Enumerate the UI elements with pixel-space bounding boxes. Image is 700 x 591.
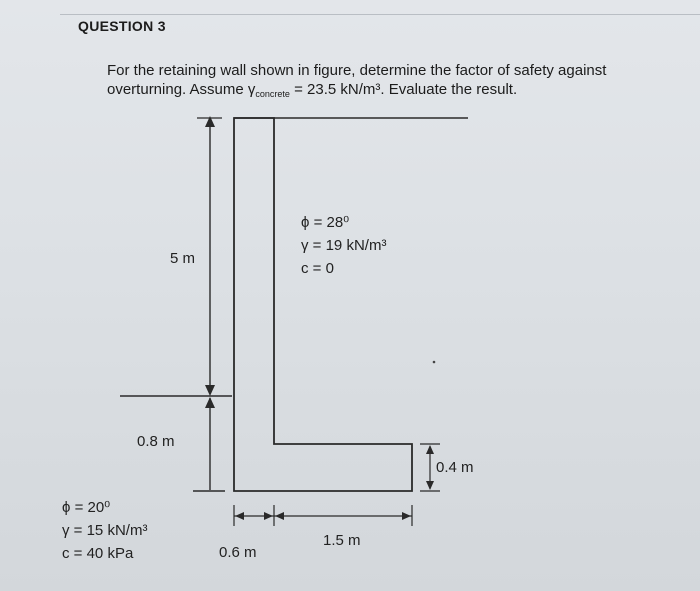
heel-arrow-left	[275, 512, 284, 520]
heel-arrow-right	[402, 512, 411, 520]
prompt-text-before: For the retaining wall shown in figure, determine the factor of safety against overturning. Assume γ	[107, 62, 607, 98]
wall-height-label: 5 m	[170, 250, 196, 267]
base-arrow-bottom	[426, 481, 434, 490]
foundation-cohesion: c = 40 kPa	[62, 545, 134, 562]
retaining-wall-outline	[234, 118, 412, 491]
foundation-phi: ϕ = 20⁰	[62, 499, 111, 516]
stem-arrow-left	[235, 512, 244, 520]
heel-length-label: 1.5 m	[323, 532, 361, 549]
backfill-gamma: γ = 19 kN/m³	[301, 237, 387, 254]
stem-thickness-label: 0.6 m	[219, 544, 257, 561]
prompt-text-after: = 23.5 kN/m³. Evaluate the result.	[289, 81, 518, 98]
question-heading: QUESTION 3	[78, 18, 166, 34]
foundation-gamma: γ = 15 kN/m³	[62, 522, 148, 539]
stem-arrow-right	[264, 512, 273, 520]
backfill-dot	[433, 361, 436, 364]
backfill-phi: ϕ = 28⁰	[301, 214, 350, 231]
height-arrow-bottom	[205, 385, 215, 396]
embedment-depth-label: 0.8 m	[137, 433, 175, 450]
embedment-arrow-top	[205, 397, 215, 408]
prompt-subscript: concrete	[255, 89, 290, 99]
backfill-cohesion: c = 0	[301, 260, 334, 277]
base-thickness-label: 0.4 m	[436, 459, 474, 476]
base-arrow-top	[426, 445, 434, 454]
